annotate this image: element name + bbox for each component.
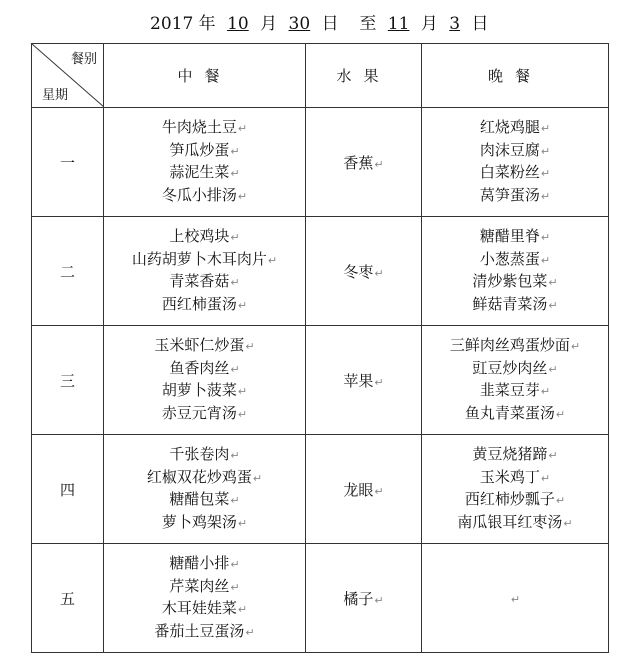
paragraph-mark: ↵ xyxy=(555,494,566,507)
lunch-cell xyxy=(104,544,306,653)
dish-item xyxy=(104,162,305,185)
weekday-cell: 四 xyxy=(32,435,104,544)
dish-name: 蒜泥生菜 xyxy=(169,163,230,181)
title-day-char-1: 日 xyxy=(321,14,339,34)
dish-name: 青菜香菇 xyxy=(169,272,230,290)
dish-name: 木耳娃娃菜 xyxy=(161,599,237,617)
dish-item xyxy=(104,403,305,426)
dinner-cell xyxy=(422,544,609,653)
paragraph-mark: ↵ xyxy=(540,471,551,485)
dish-item xyxy=(104,553,305,576)
dish-item xyxy=(422,117,608,140)
paragraph-mark: ↵ xyxy=(548,449,558,462)
paragraph-mark: ↵ xyxy=(540,385,551,398)
paragraph-mark: ↵ xyxy=(540,253,551,267)
paragraph-mark: ↵ xyxy=(230,580,240,594)
dish-item xyxy=(422,249,608,272)
dish-item xyxy=(422,271,608,294)
paragraph-mark: ↵ xyxy=(555,407,566,421)
title-year-char: 年 xyxy=(198,14,216,34)
dish-item xyxy=(422,140,608,163)
dinner-cell xyxy=(422,326,609,435)
paragraph-mark: ↵ xyxy=(267,253,278,267)
title-month-char-2: 月 xyxy=(420,14,438,34)
paragraph-mark: ↵ xyxy=(245,625,255,639)
dish-name: 西红柿炒瓢子 xyxy=(464,490,555,508)
title-to-char: 至 xyxy=(359,14,377,34)
table-row xyxy=(32,108,609,217)
dish-item xyxy=(104,335,305,358)
paragraph-mark: ↵ xyxy=(237,407,248,421)
header-fruit: 水果 xyxy=(306,44,422,108)
dish-name: 三鲜肉丝鸡蛋炒面 xyxy=(449,336,570,354)
paragraph-mark: ↵ xyxy=(374,375,384,389)
dish-item xyxy=(104,185,305,208)
dish-item xyxy=(104,294,305,317)
paragraph-mark: ↵ xyxy=(540,189,551,203)
fruit-cell xyxy=(306,435,422,544)
paragraph-mark: ↵ xyxy=(540,167,551,180)
dish-item xyxy=(104,226,305,249)
dish-item xyxy=(422,185,608,208)
dish-name: 芹菜肉丝 xyxy=(169,576,230,595)
paragraph-mark: ↵ xyxy=(230,558,240,571)
menu-table xyxy=(31,43,609,653)
paragraph-mark: ↵ xyxy=(548,298,558,312)
dish-item xyxy=(104,249,305,272)
dish-name: 山药胡萝卜木耳肉片 xyxy=(131,249,267,268)
title-end-day: 3 xyxy=(449,14,461,34)
lunch-cell xyxy=(104,326,306,435)
dish-name: 冬瓜小排汤 xyxy=(161,185,237,204)
header-row xyxy=(32,44,609,108)
paragraph-mark: ↵ xyxy=(237,298,248,312)
dish-item xyxy=(104,140,305,163)
title-end-month: 11 xyxy=(387,14,410,34)
dish-item xyxy=(422,489,608,512)
corner-cell xyxy=(32,44,104,108)
dish-item xyxy=(104,512,305,535)
fruit-name: 橘子 xyxy=(343,589,374,608)
dish-name: 莴笋蛋汤 xyxy=(479,185,540,204)
fruit-cell xyxy=(306,108,422,217)
table-row xyxy=(32,326,609,435)
paragraph-mark: ↵ xyxy=(374,484,384,498)
paragraph-mark: ↵ xyxy=(230,494,240,507)
title-year: 2017 xyxy=(150,14,194,34)
title-day-char-2: 日 xyxy=(471,14,489,34)
dinner-cell xyxy=(422,108,609,217)
paragraph-mark: ↵ xyxy=(563,516,573,530)
dinner-cell xyxy=(422,217,609,326)
dish-item xyxy=(104,380,305,403)
fruit-name: 龙眼 xyxy=(343,480,374,499)
menu-title xyxy=(150,12,488,36)
dish-item xyxy=(422,226,608,249)
paragraph-mark: ↵ xyxy=(230,231,240,244)
fruit-cell xyxy=(306,217,422,326)
dish-item xyxy=(104,117,305,140)
dish-item xyxy=(422,512,608,535)
dish-item xyxy=(422,403,608,426)
dish-name: 白菜粉丝 xyxy=(479,163,540,181)
dish-item xyxy=(422,444,608,467)
dish-name: 鱼丸青菜蛋汤 xyxy=(464,403,555,422)
dish-item xyxy=(422,162,608,185)
paragraph-mark: ↵ xyxy=(540,231,551,244)
dish-name: 萝卜鸡架汤 xyxy=(161,512,237,531)
paragraph-mark: ↵ xyxy=(252,471,263,485)
paragraph-mark: ↵ xyxy=(374,593,384,607)
dish-item xyxy=(104,271,305,294)
lunch-cell xyxy=(104,108,306,217)
dish-name: 鱼香肉丝 xyxy=(169,358,230,377)
dish-name: 南瓜银耳红枣汤 xyxy=(457,512,563,531)
fruit-cell xyxy=(306,544,422,653)
fruit-name: 香蕉 xyxy=(343,153,374,172)
dish-name: 糖醋里脊 xyxy=(479,227,540,245)
dish-item xyxy=(104,598,305,621)
weekday-cell: 三 xyxy=(32,326,104,435)
paragraph-mark: ↵ xyxy=(548,276,558,289)
dish-name: 玉米鸡丁 xyxy=(479,467,540,486)
dish-name: 肉沫豆腐 xyxy=(479,140,540,159)
dish-item xyxy=(422,380,608,403)
paragraph-mark: ↵ xyxy=(237,603,248,616)
paragraph-mark: ↵ xyxy=(374,157,384,171)
table-row xyxy=(32,435,609,544)
dish-item xyxy=(422,467,608,490)
dish-name: 黄豆烧猪蹄 xyxy=(472,445,548,463)
dish-name: 番茄土豆蛋汤 xyxy=(154,621,245,640)
paragraph-mark: ↵ xyxy=(237,189,248,203)
dish-name: 千张卷肉 xyxy=(169,445,230,463)
paragraph-mark: ↵ xyxy=(230,362,240,376)
dish-name: 玉米虾仁炒蛋 xyxy=(154,336,245,354)
fruit-name: 冬枣 xyxy=(343,262,374,281)
dish-item xyxy=(104,621,305,644)
dish-name: 清炒紫包菜 xyxy=(472,272,548,290)
dish-name: 鲜菇青菜汤 xyxy=(472,294,548,313)
dish-name: 红椒双花炒鸡蛋 xyxy=(146,467,252,486)
dish-name: 牛肉烧土豆 xyxy=(161,118,237,136)
corner-label-meal: 餐别 xyxy=(70,52,97,67)
dish-name: 糖醋小排 xyxy=(169,554,230,572)
lunch-cell xyxy=(104,217,306,326)
dish-name: 红烧鸡腿 xyxy=(479,118,540,136)
paragraph-mark: ↵ xyxy=(237,385,248,398)
dish-item xyxy=(422,335,608,358)
dish-item xyxy=(104,489,305,512)
dish-name: 上校鸡块 xyxy=(169,227,230,245)
dish-name: 韭菜豆芽 xyxy=(479,381,540,399)
paragraph-mark: ↵ xyxy=(510,593,521,606)
paragraph-mark: ↵ xyxy=(230,449,240,462)
paragraph-mark: ↵ xyxy=(540,122,551,135)
fruit-name: 苹果 xyxy=(343,371,374,390)
title-month-char-1: 月 xyxy=(260,14,278,34)
dish-name: 笋瓜炒蛋 xyxy=(169,140,230,159)
dish-item xyxy=(104,467,305,490)
dish-name: 小葱蒸蛋 xyxy=(479,249,540,268)
paragraph-mark: ↵ xyxy=(237,516,248,530)
dish-item xyxy=(422,358,608,381)
dish-name: 赤豆元宵汤 xyxy=(161,403,237,422)
title-start-month: 10 xyxy=(227,14,249,34)
table-row xyxy=(32,217,609,326)
title-start-day: 30 xyxy=(288,14,311,34)
dish-item xyxy=(104,576,305,599)
dish-name: 胡萝卜菠菜 xyxy=(161,381,237,399)
dish-name: 西红柿蛋汤 xyxy=(161,294,237,313)
dinner-cell xyxy=(422,435,609,544)
paragraph-mark: ↵ xyxy=(374,266,384,280)
dish-name: 豇豆炒肉丝 xyxy=(472,358,548,377)
dish-item xyxy=(422,294,608,317)
paragraph-mark: ↵ xyxy=(237,122,248,135)
weekday-cell: 五 xyxy=(32,544,104,653)
dish-item xyxy=(104,358,305,381)
paragraph-mark: ↵ xyxy=(230,276,240,289)
paragraph-mark: ↵ xyxy=(570,340,581,353)
weekday-cell: 二 xyxy=(32,217,104,326)
paragraph-mark: ↵ xyxy=(245,340,255,353)
lunch-cell xyxy=(104,435,306,544)
paragraph-mark: ↵ xyxy=(230,167,240,180)
dish-item xyxy=(104,444,305,467)
paragraph-mark: ↵ xyxy=(230,144,240,158)
header-dinner: 晚餐 xyxy=(422,44,609,108)
header-lunch: 中餐 xyxy=(104,44,306,108)
paragraph-mark: ↵ xyxy=(548,362,558,376)
table-row xyxy=(32,544,609,653)
paragraph-mark: ↵ xyxy=(540,144,551,158)
dish-name: 糖醋包菜 xyxy=(169,490,230,508)
fruit-cell xyxy=(306,326,422,435)
corner-label-weekday: 星期 xyxy=(42,88,69,103)
weekday-cell: 一 xyxy=(32,108,104,217)
